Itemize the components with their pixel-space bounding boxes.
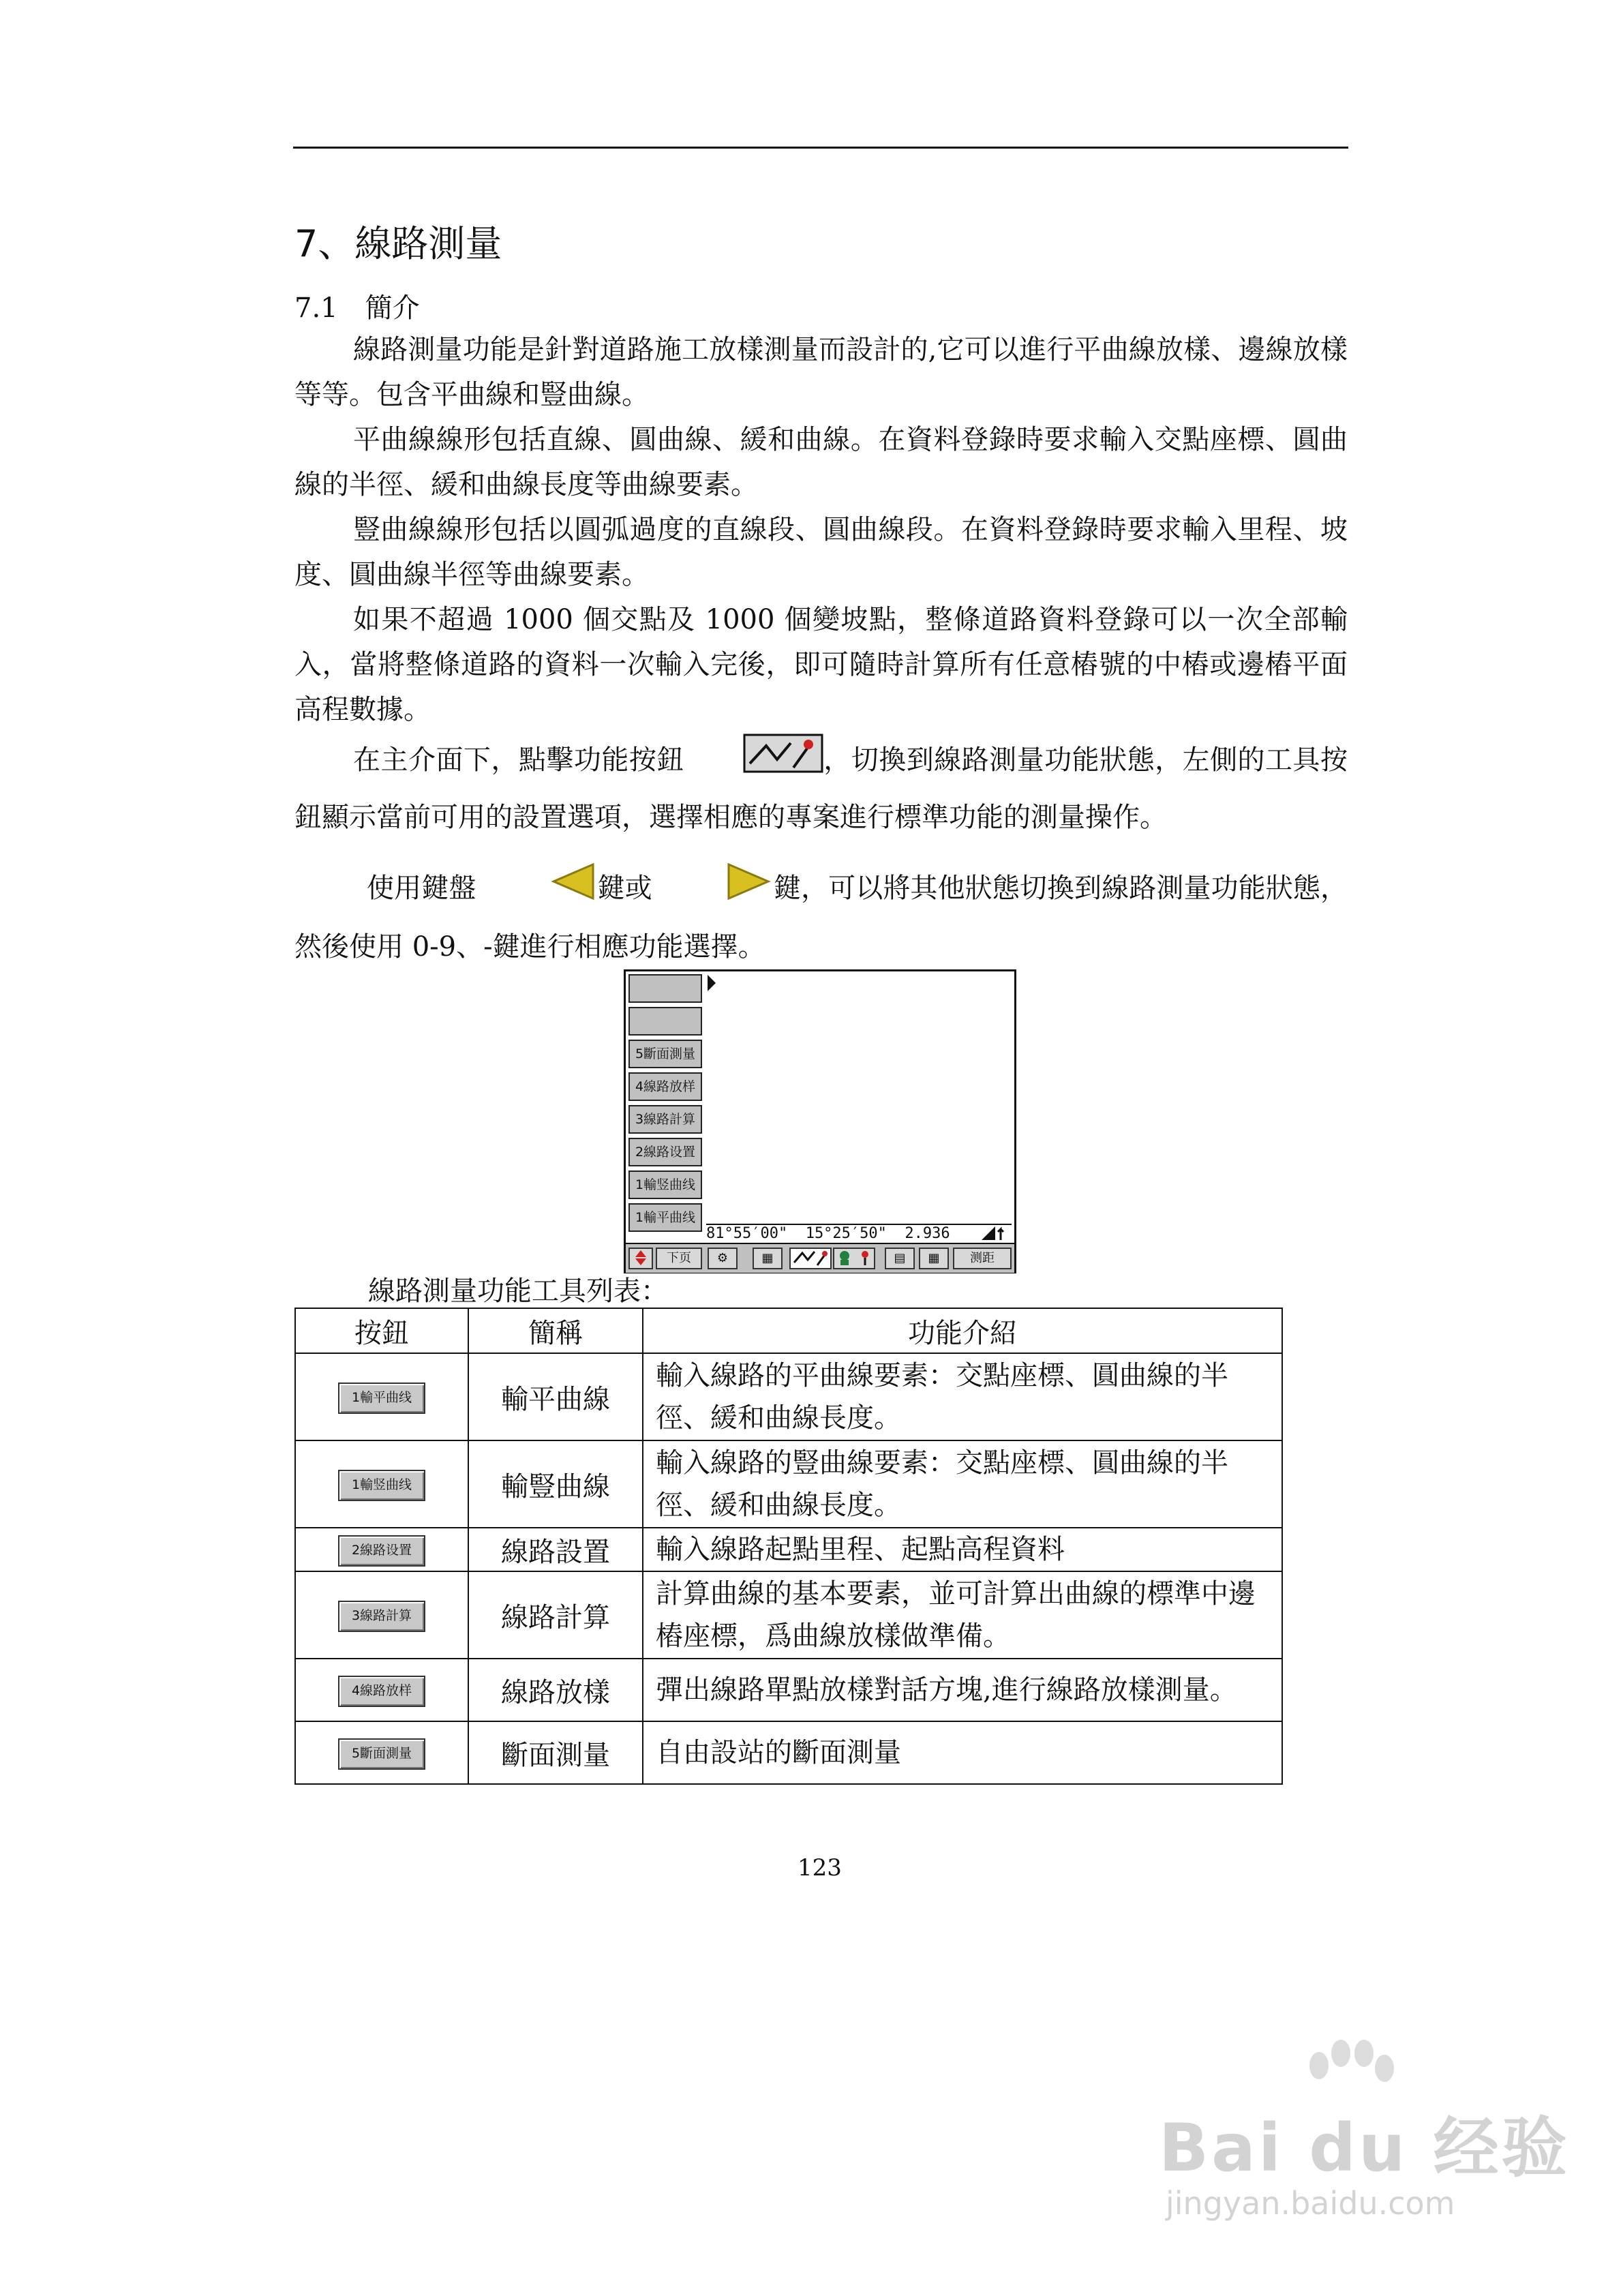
stakeout-mode-icon[interactable] <box>833 1248 875 1269</box>
para6-part1: 使用鍵盤 <box>367 873 476 904</box>
tool-button-route-setup[interactable]: 2線路设置 <box>338 1535 425 1567</box>
cursor-arrow-icon <box>706 973 718 993</box>
tool-name: 斷面測量 <box>468 1721 643 1784</box>
page-switch-icon[interactable] <box>628 1248 653 1269</box>
watermark-url: jingyan.baidu.com <box>1166 2185 1455 2222</box>
side-button-route-calc[interactable]: 3線路計算 <box>628 1105 702 1134</box>
angle-status-bar: 81°55′00" 15°25′50" 2.936 <box>706 1224 1012 1243</box>
intro-paragraph-6 <box>294 860 1348 973</box>
tool-button-vertical-curve[interactable]: 1輸竖曲线 <box>338 1470 425 1501</box>
side-button-route-stakeout[interactable]: 4線路放样 <box>628 1072 702 1101</box>
header-function: 功能介紹 <box>643 1308 1282 1353</box>
intro-paragraph-3: 豎曲線線形包括以圓弧過度的直線段、圓曲線段。在資料登錄時要求輸入里程、坡度、圓曲線半徑等曲線要素。 <box>294 514 1348 590</box>
side-button-horizontal-curve[interactable]: 1輸平曲线 <box>628 1203 702 1232</box>
tool-table <box>294 1308 1283 1785</box>
signal-icon <box>980 1225 1010 1241</box>
device-screenshot <box>624 969 1016 1273</box>
save-icon[interactable]: ▦ <box>753 1248 783 1269</box>
settings-icon[interactable]: ⚙ <box>708 1248 738 1269</box>
table-row <box>295 1528 1282 1571</box>
tool-description: 輸入線路的豎曲線要素：交點座標、圓曲線的半徑、緩和曲線長度。 <box>643 1440 1282 1528</box>
table-row <box>295 1721 1282 1784</box>
tool-description: 輸入線路的平曲線要素：交點座標、圓曲線的半徑、緩和曲線長度。 <box>643 1353 1282 1440</box>
left-arrow-key-icon <box>476 860 597 920</box>
para6-part3: 鍵，可以將其他狀態切換到線路測量功能狀態，然後使用 0-9、-鍵進行相應功能選擇。 <box>294 873 1348 963</box>
table-caption: 線路測量功能工具列表： <box>368 1275 668 1307</box>
tool-button-route-calc[interactable]: 3線路計算 <box>338 1601 425 1632</box>
tool-button-horizontal-curve[interactable]: 1輸平曲线 <box>338 1383 425 1414</box>
chapter-heading: 7、線路測量 <box>294 222 502 265</box>
next-page-button[interactable]: 下页 <box>656 1248 702 1269</box>
tool-button-route-stakeout[interactable]: 4線路放样 <box>338 1676 425 1707</box>
bottom-toolbar <box>626 1243 1014 1273</box>
page-number: 123 <box>798 1854 842 1882</box>
para5-before: 在主介面下，點擊功能按鈕 <box>353 744 684 776</box>
side-button-section-survey[interactable]: 5斷面測量 <box>628 1040 702 1068</box>
intro-paragraph-1: 線路測量功能是針對道路施工放樣測量而設計的,它可以進行平曲線放樣、邊線放樣等等。包含平曲線和豎曲線。 <box>294 334 1348 410</box>
measure-distance-button[interactable]: 测距 <box>953 1248 1012 1269</box>
tool-description: 計算曲線的基本要素，並可計算出曲線的標準中邊樁座標，爲曲線放樣做準備。 <box>643 1571 1282 1659</box>
para6-part2: 鍵或 <box>597 873 652 904</box>
tool-description: 輸入線路起點里程、起點高程資料 <box>643 1528 1282 1571</box>
side-button-vertical-curve[interactable]: 1輸竖曲线 <box>628 1170 702 1199</box>
section-heading: 7.1 簡介 <box>294 292 420 324</box>
watermark-brand: Bai du 经验 <box>1159 2110 1570 2186</box>
grid-icon[interactable]: ▦ <box>919 1248 949 1269</box>
tool-description: 自由設站的斷面測量 <box>643 1721 1282 1784</box>
route-survey-function-icon <box>684 734 823 791</box>
tool-name: 線路設置 <box>468 1528 643 1571</box>
side-button-route-setup[interactable]: 2線路设置 <box>628 1138 702 1166</box>
header-name: 簡稱 <box>468 1308 643 1353</box>
empty-side-button-1[interactable] <box>628 974 702 1003</box>
tool-description: 彈出線路單點放樣對話方塊,進行線路放樣測量。 <box>643 1659 1282 1721</box>
route-mode-icon[interactable] <box>789 1248 832 1269</box>
right-arrow-key-icon <box>652 860 774 920</box>
table-row <box>295 1571 1282 1659</box>
intro-paragraph-4: 如果不超過 1000 個交點及 1000 個變坡點，整條道路資料登錄可以一次全部輸入，當將整條道路的資料一次輸入完後，即可隨時計算所有任意樁號的中樁或邊樁平面高程數據。 <box>294 604 1348 725</box>
tool-name: 線路計算 <box>468 1571 643 1659</box>
table-row <box>295 1440 1282 1528</box>
para5-after: ，切換到線路測量功能狀態，左側的工具按鈕顯示當前可用的設置選項，選擇相應的專案進行標準功能的測量操作。 <box>294 744 1348 833</box>
tool-name: 線路放樣 <box>468 1659 643 1721</box>
intro-paragraph-5 <box>294 734 1348 844</box>
header-button: 按鈕 <box>295 1308 468 1353</box>
tool-name: 輸豎曲線 <box>468 1440 643 1528</box>
table-row <box>295 1659 1282 1721</box>
header-rule <box>293 147 1348 149</box>
tool-name: 輸平曲線 <box>468 1353 643 1440</box>
table-header-row <box>295 1308 1282 1353</box>
table-row <box>295 1353 1282 1440</box>
empty-side-button-2[interactable] <box>628 1007 702 1036</box>
intro-paragraph-2: 平曲線線形包括直線、圓曲線、緩和曲線。在資料登錄時要求輸入交點座標、圓曲線的半徑、緩和曲線長度等曲線要素。 <box>294 424 1348 500</box>
tool-button-section-survey[interactable]: 5斷面測量 <box>338 1738 425 1770</box>
calendar-icon[interactable]: ▤ <box>885 1248 915 1269</box>
